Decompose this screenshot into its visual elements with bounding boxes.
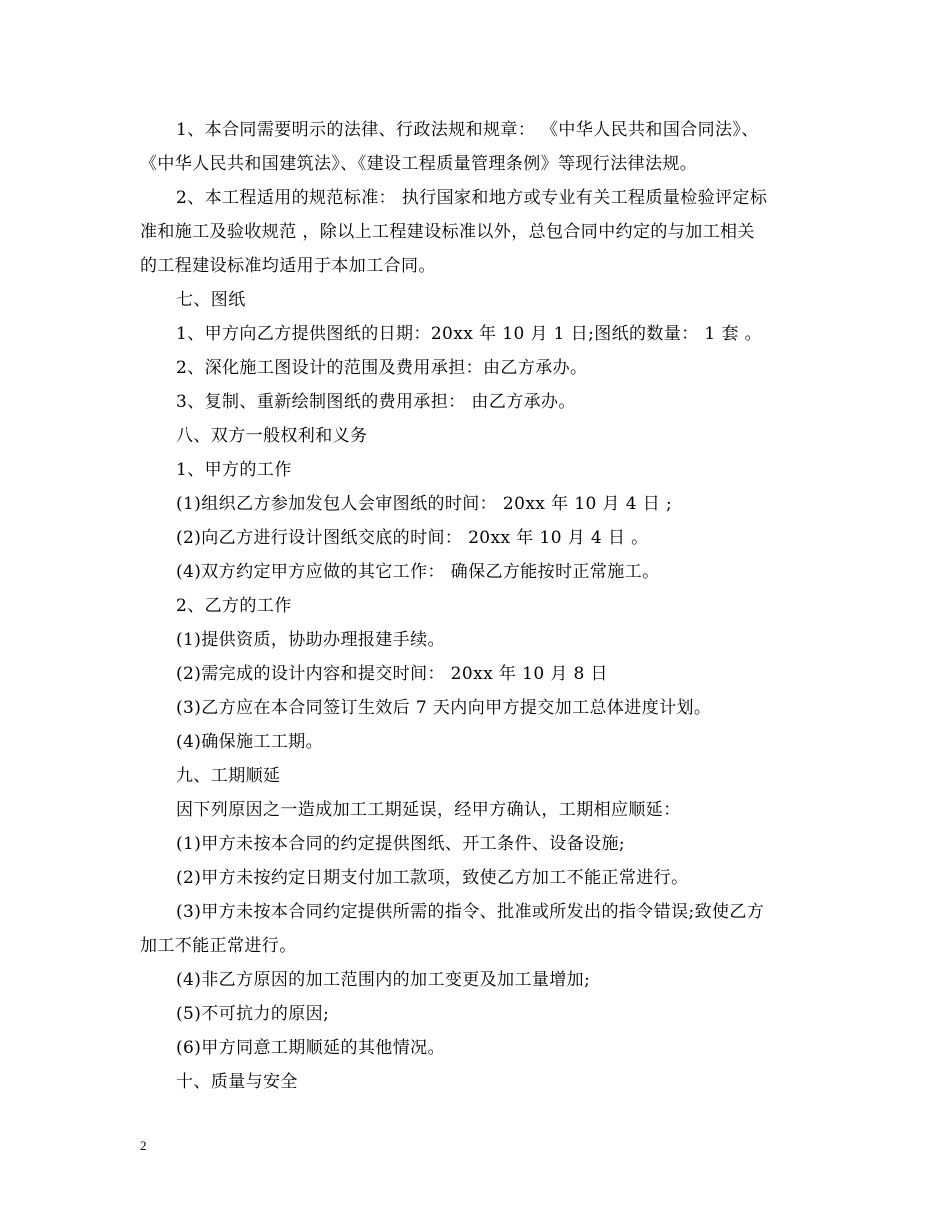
paragraph-line: (5)不可抗力的原因; <box>176 1004 330 1024</box>
paragraph-line: (2)甲方未按约定日期支付加工款项，致使乙方加工不能正常进行。 <box>176 868 689 888</box>
paragraph-line: 1、甲方的工作 <box>176 460 292 480</box>
page-number: 2 <box>140 1138 147 1153</box>
paragraph-line: (6)甲方同意工期顺延的其他情况。 <box>176 1038 445 1058</box>
document-body <box>140 113 820 1099</box>
paragraph-line: 《中华人民共和国建筑法》、《建设工程质量管理条例》等现行法律法规。 <box>140 154 698 174</box>
paragraph-line: 2、乙方的工作 <box>176 596 292 616</box>
paragraph-line: 八、双方一般权利和义务 <box>176 426 368 446</box>
paragraph-line: (1)组织乙方参加发包人会审图纸的时间： 20xx 年 10 月 4 日 ; <box>176 494 673 514</box>
paragraph-line: (4)非乙方原因的加工范围内的加工变更及加工量增加; <box>176 970 591 990</box>
paragraph-line: (3)乙方应在本合同签订生效后 7 天内向甲方提交加工总体进度计划。 <box>176 698 712 718</box>
paragraph-line: 2、本工程适用的规范标准： 执行国家和地方或专业有关工程质量检验评定标 <box>176 188 768 208</box>
paragraph-line: (4)确保施工工期。 <box>176 732 324 752</box>
paragraph-line: 2、深化施工图设计的范围及费用承担：由乙方承办。 <box>176 358 588 378</box>
paragraph-line: 十、质量与安全 <box>176 1072 298 1092</box>
paragraph-line: (3)甲方未按本合同约定提供所需的指令、批准或所发出的指令错误;致使乙方 <box>176 902 765 922</box>
paragraph-line: 准和施工及验收规范 ，除以上工程建设标准以外，总包合同中约定的与加工相关 <box>140 222 755 242</box>
paragraph-line: 1、本合同需要明示的法律、行政法规和规章： 《中华人民共和国合同法》、 <box>176 120 759 140</box>
paragraph-line: 七、图纸 <box>176 290 246 310</box>
paragraph-line: (2)需完成的设计内容和提交时间： 20xx 年 10 月 8 日 <box>176 664 608 684</box>
paragraph-line: 的工程建设标准均适用于本加工合同。 <box>140 256 436 276</box>
paragraph-line: 九、工期顺延 <box>176 766 281 786</box>
paragraph-line: 加工不能正常进行。 <box>140 936 297 956</box>
paragraph-line: (4)双方约定甲方应做的其它工作： 确保乙方能按时正常施工。 <box>176 562 660 582</box>
paragraph-line: (2)向乙方进行设计图纸交底的时间： 20xx 年 10 月 4 日 。 <box>176 528 649 548</box>
paragraph-line: 因下列原因之一造成加工工期延误，经甲方确认，工期相应顺延： <box>176 800 681 820</box>
paragraph-line: (1)甲方未按本合同的约定提供图纸、开工条件、设备设施; <box>176 834 626 854</box>
paragraph-line: 1、甲方向乙方提供图纸的日期：20xx 年 10 月 1 日;图纸的数量： 1 套 。 <box>176 324 763 344</box>
paragraph-line: (1)提供资质，协助办理报建手续。 <box>176 630 445 650</box>
paragraph-line: 3、复制、重新绘制图纸的费用承担： 由乙方承办。 <box>176 392 576 412</box>
